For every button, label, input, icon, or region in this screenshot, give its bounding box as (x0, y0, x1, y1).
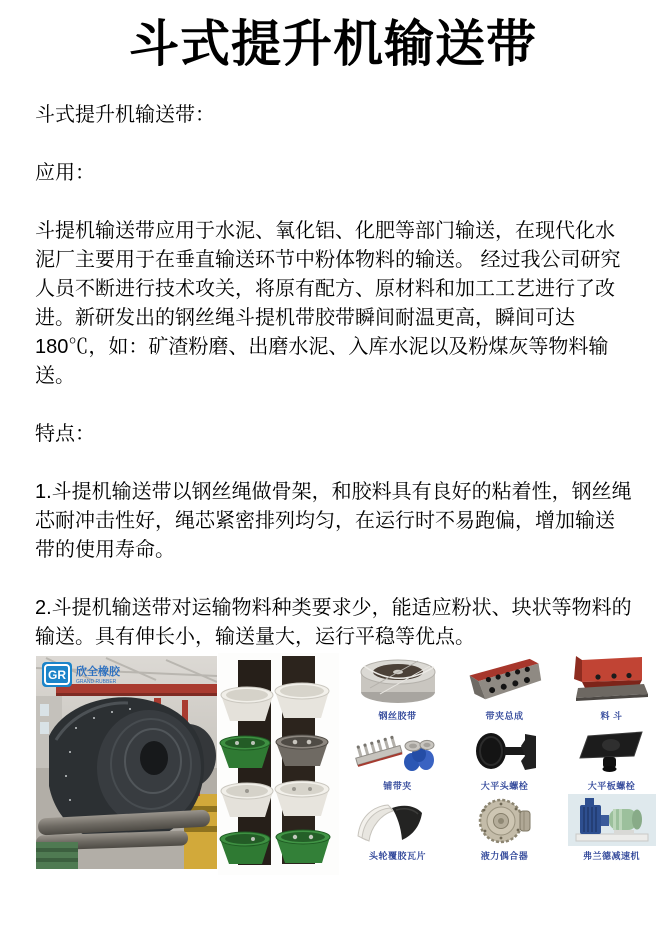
flat-head-bolt-image (461, 726, 549, 776)
product-label: 大平板螺栓 (587, 781, 636, 791)
product-description (0, 101, 666, 652)
flender-reducer-image (568, 794, 656, 846)
green-machine-frame (36, 842, 78, 869)
bucket-white-1 (221, 687, 273, 721)
application-label: 应用： (35, 162, 95, 184)
product-label: 带夹总成 (485, 711, 524, 721)
product-cell-fluid-coupling (451, 794, 558, 864)
red-roof-beam (56, 684, 217, 693)
product-cell-steel-wire-belt (344, 654, 451, 724)
flat-plate-bolt-image (568, 726, 656, 776)
bucket-green-1 (220, 736, 270, 768)
bucket-grey-1 (276, 735, 328, 766)
head-wheel-rubber-tiles-image (354, 796, 442, 846)
product-cell-flender-reducer (558, 794, 665, 864)
intro-label: 斗式提升机输送带： (35, 104, 215, 126)
feature-item-2: 2.斗提机输送带对运输物料种类要求少，能适应粉状、块状等物料的输送。具有伸长小，输送量大，运行平稳等优点。 (35, 597, 632, 648)
product-image-gallery (0, 650, 666, 885)
product-label: 液力偶合器 (480, 851, 529, 861)
product-cell-flat-head-bolt (451, 724, 558, 794)
hopper-image (568, 654, 656, 706)
fluid-coupling-image (461, 796, 549, 846)
product-label: 大平头螺栓 (480, 781, 529, 791)
belt-roll-factory-photo (36, 656, 217, 869)
application-text: 斗提机输送带应用于水泥、氧化铝、化肥等部门输送，在现代化水泥厂主要用于在垂直输送环节中粉体物料的输送。 经过我公司研究人员不断进行技术攻关，将原有配方、原材料和加工工艺进行了改进。新研发出的钢丝绳斗提机带胶带瞬间耐温更高，瞬间可达180℃，如：矿渣粉磨、出磨水泥、入库水泥以及粉煤灰等物料输送。 (35, 220, 621, 387)
logo-name-cn: 欣全橡胶 (76, 666, 120, 678)
features-label: 特点： (35, 423, 95, 445)
product-label: 钢丝胶带 (378, 711, 417, 721)
product-label: 弗兰德减速机 (582, 851, 640, 861)
bucket-white-4 (275, 781, 329, 816)
product-label: 头轮覆胶瓦片 (368, 851, 426, 861)
blue-clamp-cluster (404, 740, 434, 771)
belt-laying-clamp-image (354, 726, 442, 776)
product-cell-belt-clamp-assembly (451, 654, 558, 724)
product-cell-flat-plate-bolt (558, 724, 665, 794)
logo-monogram: GR (48, 668, 66, 682)
belt-clamp-assembly-image (461, 656, 549, 706)
product-cell-rubber-lagging-tiles (344, 794, 451, 864)
logo-name-en: GRAND RUBBER (76, 679, 117, 685)
product-cell-belt-laying-clamp (344, 724, 451, 794)
feature-item-1: 1.斗提机输送带以钢丝绳做骨架，和胶料具有良好的粘着性，钢丝绳芯耐冲击性好，绳芯紧密排列均匀，在运行时不易跑偏，增加输送带的使用寿命。 (35, 481, 632, 561)
company-logo (42, 662, 121, 687)
bucket-white-2 (275, 683, 329, 718)
page-title: 斗式提升机输送带 (129, 16, 537, 72)
product-label: 铺带夹 (383, 781, 412, 791)
bucket-white-3 (221, 783, 273, 817)
accessory-product-grid (344, 654, 665, 864)
elevator-buckets-display-photo (218, 653, 339, 875)
bucket-green-3 (276, 830, 330, 863)
bucket-green-2 (220, 832, 270, 864)
product-label: 料 斗 (600, 711, 623, 721)
steel-wire-belt-roll-image (354, 656, 442, 706)
product-cell-hopper (558, 654, 665, 724)
